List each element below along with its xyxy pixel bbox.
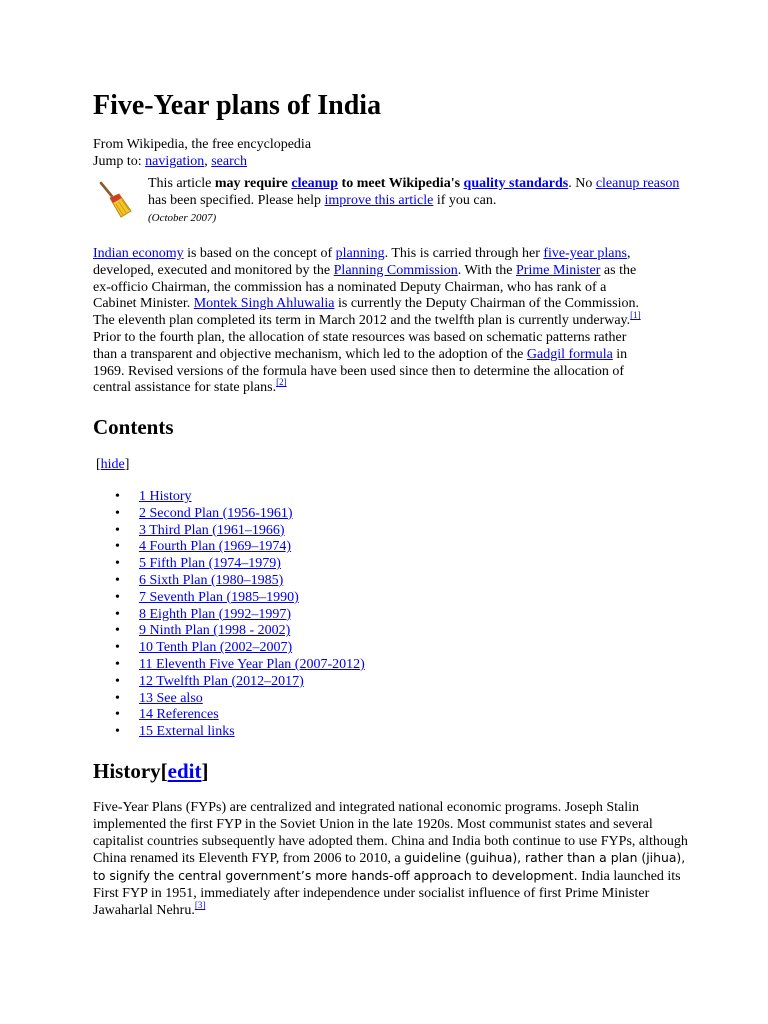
search-link[interactable]: search	[211, 154, 247, 169]
toc-item	[115, 523, 365, 540]
notice-text-bold: may require	[214, 176, 292, 191]
toc-link-ninth-plan[interactable]: 9 Ninth Plan (1998 - 2002)	[139, 623, 291, 639]
toc-item	[115, 724, 365, 741]
toc-link-external-links[interactable]: 15 External links	[139, 724, 235, 740]
toc-item	[115, 590, 365, 607]
gadgil-formula-link[interactable]: Gadgil formula	[526, 346, 613, 362]
notice-date: (October 2007)	[148, 212, 217, 224]
planning-commission-link[interactable]: Planning Commission	[333, 262, 458, 278]
jump-separator: ,	[204, 154, 208, 169]
prime-minister-link[interactable]: Prime Minister	[516, 262, 601, 278]
indian-economy-link[interactable]: Indian economy	[93, 246, 184, 261]
notice-text-bold: to meet Wikipedia's	[338, 176, 464, 191]
history-text: Five-Year Plans (FYPs) are centralized and integrated national economic programs. Joseph Stalin implemented the first FYP in the Soviet Union in the late 1920s. Most communist states and several capitalist countries subsequently have adopted them. China and India both continue to use FYPs, although China renamed its Eleventh FYP, from 2006 to 2010, a	[93, 800, 688, 867]
toc-item	[115, 691, 365, 708]
bracket: [	[96, 457, 101, 472]
toc-item	[115, 674, 365, 691]
table-of-contents	[115, 489, 365, 741]
planning-link[interactable]: planning	[335, 246, 385, 261]
toc-item	[115, 657, 365, 674]
hide-toc-link[interactable]: hide	[100, 457, 125, 472]
broom-icon	[95, 179, 135, 219]
five-year-plans-link[interactable]: five-year plans	[543, 246, 627, 261]
toc-item	[115, 489, 365, 506]
ref-2-link[interactable]: [2]	[276, 377, 287, 388]
intro-paragraph	[93, 246, 653, 397]
history-text: guideline (guihua), rather than a plan (jihua), to signify the central government’s more hands-off approach to development.	[93, 850, 686, 884]
jump-label: Jump to:	[93, 154, 142, 169]
toc-item	[115, 607, 365, 624]
contents-heading: Contents	[93, 415, 174, 439]
ref-3-link[interactable]: [3]	[194, 899, 206, 910]
cleanup-notice	[93, 175, 693, 225]
toc-link-history[interactable]: 1 History	[139, 489, 192, 504]
montek-singh-link[interactable]: Montek Singh Ahluwalia	[193, 296, 335, 312]
improve-article-link[interactable]: improve this article	[324, 193, 434, 208]
intro-text: is currently the Deputy Chairman of the Commission. The eleventh plan completed its term in March 2012 and the twelfth plan is currently underway.	[93, 296, 639, 329]
toc-link-fourth-plan[interactable]: 4 Fourth Plan (1969–1974)	[139, 539, 292, 555]
history-paragraph	[93, 800, 693, 920]
intro-text: as the ex-officio Chairman, the commission has a nominated Deputy Chairman, who has rank of a Cabinet Minister.	[93, 262, 637, 312]
toc-link-fifth-plan[interactable]: 5 Fifth Plan (1974–1979)	[139, 556, 281, 572]
intro-text: in 1969. Revised versions of the formula have been used since then to determine the allocation of central assistance for state plans.	[93, 346, 628, 396]
toc-item	[115, 506, 365, 523]
notice-text-part: has been specified. Please help	[148, 193, 325, 208]
notice-text-part: if you can.	[433, 193, 497, 208]
intro-text: . This is carried through her	[384, 246, 544, 261]
toc-link-sixth-plan[interactable]: 6 Sixth Plan (1980–1985)	[139, 572, 284, 588]
history-text: India launched its First FYP in 1951, immediately after independence under socialist influence of first Prime Minister Jawaharlal Nehru.	[93, 869, 681, 918]
intro-text: Prior to the fourth plan, the allocation of state resources was based on schematic patterns rather than a transparent and objective mechanism, which led to the adoption of the	[93, 329, 627, 362]
toc-item	[115, 707, 365, 724]
toc-item	[115, 539, 365, 556]
toc-link-twelfth-plan[interactable]: 12 Twelfth Plan (2012–2017)	[139, 673, 304, 689]
bracket: ]	[124, 457, 130, 472]
cleanup-link[interactable]: cleanup	[291, 176, 339, 191]
toc-link-eighth-plan[interactable]: 8 Eighth Plan (1992–1997)	[139, 606, 292, 622]
notice-text-part: This article	[148, 176, 215, 191]
toc-link-see-also[interactable]: 13 See also	[139, 690, 203, 706]
bracket: ]	[201, 759, 209, 783]
site-subtitle: From Wikipedia, the free encyclopedia	[93, 137, 312, 152]
toc-link-second-plan[interactable]: 2 Second Plan (1956-1961)	[139, 505, 293, 521]
quality-standards-link[interactable]: quality standards	[463, 176, 569, 191]
page-title: Five-Year plans of India	[93, 90, 382, 121]
navigation-link[interactable]: navigation	[145, 154, 205, 169]
toc-toggle	[96, 456, 129, 473]
toc-item	[115, 640, 365, 657]
edit-history-link[interactable]: edit	[167, 759, 202, 783]
notice-text	[148, 175, 693, 227]
toc-link-references[interactable]: 14 References	[139, 707, 219, 723]
notice-text-part: . No	[568, 176, 596, 191]
toc-link-tenth-plan[interactable]: 10 Tenth Plan (2002–2007)	[139, 640, 293, 656]
intro-text: , developed, executed and monitored by the	[93, 246, 631, 278]
history-heading	[93, 756, 208, 786]
intro-text: is based on the concept of	[183, 246, 336, 261]
toc-item	[115, 573, 365, 590]
toc-item	[115, 556, 365, 573]
ref-1-link[interactable]: [1]	[630, 310, 641, 321]
toc-item	[115, 623, 365, 640]
toc-link-third-plan[interactable]: 3 Third Plan (1961–1966)	[139, 522, 285, 538]
toc-link-seventh-plan[interactable]: 7 Seventh Plan (1985–1990)	[139, 589, 299, 605]
bracket: [	[160, 759, 168, 783]
toc-link-eleventh-plan[interactable]: 11 Eleventh Five Year Plan (2007-2012)	[139, 656, 365, 672]
intro-text: . With the	[457, 262, 517, 278]
cleanup-reason-link[interactable]: cleanup reason	[595, 176, 680, 191]
jump-links	[93, 153, 247, 170]
history-heading-text: History	[93, 759, 161, 783]
